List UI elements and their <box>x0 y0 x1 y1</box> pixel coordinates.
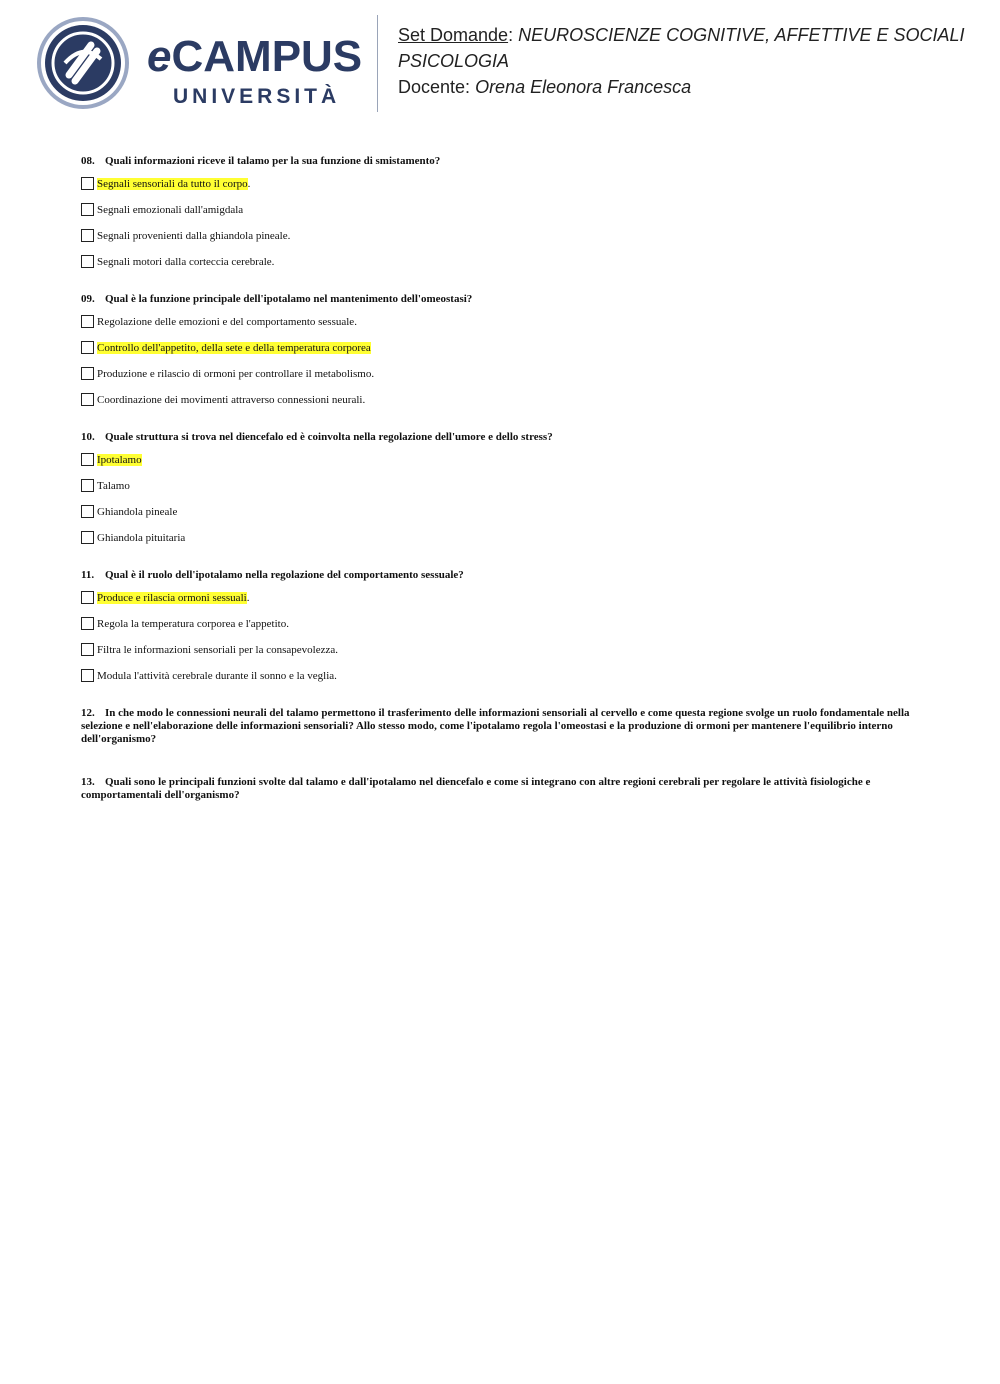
question-number: 13. <box>81 776 95 788</box>
answer-suffix: . <box>246 592 250 604</box>
ecampus-logo <box>35 15 375 115</box>
answer-text <box>97 202 243 219</box>
answer-text-main: Segnali motori dalla corteccia cerebrale. <box>97 256 275 268</box>
set-line: Set Domande: NEUROSCIENZE COGNITIVE, AFFETTIVE E SOCIALI <box>398 25 965 45</box>
answer-option <box>81 228 921 245</box>
teacher-label: Docente <box>398 77 466 97</box>
brand-main: CAMPUS <box>171 32 363 81</box>
set-value: NEUROSCIENZE COGNITIVE, AFFETTIVE E SOCIALI <box>518 25 965 45</box>
answer-checkbox[interactable] <box>81 617 94 630</box>
set-value-line2: PSICOLOGIA <box>398 51 510 71</box>
answer-text-main: Modula l'attività cerebrale durante il sonno e la veglia. <box>97 670 337 682</box>
answer-option <box>81 202 921 219</box>
answer-text <box>97 504 177 521</box>
answer-text-main: Ghiandola pituitaria <box>97 532 186 544</box>
answer-text <box>97 530 185 547</box>
answer-checkbox[interactable] <box>81 255 94 268</box>
answer-text <box>97 616 289 633</box>
answer-option <box>81 366 921 383</box>
answer-text-main: Ghiandola pineale <box>97 506 178 518</box>
open-question-0 <box>81 707 921 746</box>
answer-text <box>97 340 371 357</box>
teacher-value: Orena Eleonora Francesca <box>475 77 692 97</box>
answer-checkbox[interactable] <box>81 643 94 656</box>
question-title <box>81 569 921 581</box>
answer-text <box>97 228 290 245</box>
question-text: Quali informazioni riceve il talamo per la sua funzione di smistamento? <box>105 155 441 167</box>
question-text: In che modo le connessioni neurali del talamo permettono il trasferimento delle informazioni sensoriali al cervello e come questa regione svolge un ruolo fondamentale nella selezione e nell'elaborazione delle informazioni sensoriali? Allo stesso modo, come l'ipotalamo regola l'omeostasi e la produzione di ormoni per mantenere l'equilibrio interno dell'organismo? <box>81 707 910 745</box>
answer-checkbox[interactable] <box>81 367 94 380</box>
answer-option <box>81 176 921 193</box>
answer-checkbox[interactable] <box>81 591 94 604</box>
answer-option <box>81 254 921 271</box>
header-divider <box>377 15 378 112</box>
brand-prefix: e <box>147 32 172 81</box>
answer-option <box>81 392 921 409</box>
answer-text-main: Produzione e rilascio di ormoni per controllare il metabolismo. <box>97 368 375 380</box>
brand-name <box>147 32 363 81</box>
answer-text-highlighted: Segnali sensoriali da tutto il corpo <box>97 178 248 190</box>
question-number: 11. <box>81 569 95 581</box>
question-number: 12. <box>81 707 95 719</box>
question-list <box>81 155 921 832</box>
answer-checkbox[interactable] <box>81 393 94 406</box>
ecampus-emblem-icon <box>35 15 131 111</box>
answer-text-main: Segnali provenienti dalla ghiandola pineale. <box>97 230 291 242</box>
answer-option <box>81 642 921 659</box>
question-number: 08. <box>81 155 95 167</box>
open-question-1 <box>81 776 921 802</box>
answer-checkbox[interactable] <box>81 177 94 190</box>
answer-checkbox[interactable] <box>81 669 94 682</box>
question-number: 09. <box>81 293 95 305</box>
answer-text-main: Regolazione delle emozioni e del comportamento sessuale. <box>97 316 357 328</box>
answer-text <box>97 314 357 331</box>
answer-text-highlighted: Controllo dell'appetito, della sete e della temperatura corporea <box>97 342 371 354</box>
answer-text <box>97 478 130 495</box>
answer-text-main: Regola la temperatura corporea e l'appetito. <box>97 618 289 630</box>
question-text: Qual è la funzione principale dell'ipotalamo nel mantenimento dell'omeostasi? <box>105 293 473 305</box>
answer-option <box>81 504 921 521</box>
page-header <box>0 0 1000 120</box>
question-0 <box>81 155 921 271</box>
answer-checkbox[interactable] <box>81 341 94 354</box>
answer-option <box>81 340 921 357</box>
answer-text-main: Filtra le informazioni sensoriali per la consapevolezza. <box>97 644 338 656</box>
answer-checkbox[interactable] <box>81 479 94 492</box>
answer-text <box>97 590 249 607</box>
answer-checkbox[interactable] <box>81 453 94 466</box>
question-text: Qual è il ruolo dell'ipotalamo nella regolazione del comportamento sessuale? <box>105 569 464 581</box>
question-title <box>81 155 921 167</box>
answer-checkbox[interactable] <box>81 505 94 518</box>
answer-text-highlighted: Ipotalamo <box>97 454 142 466</box>
answer-text-highlighted: Produce e rilascia ormoni sessuali <box>97 592 247 604</box>
answer-option <box>81 314 921 331</box>
header-info <box>398 22 988 100</box>
teacher-line: Docente: Orena Eleonora Francesca <box>398 77 692 97</box>
answer-text <box>97 642 338 659</box>
question-3 <box>81 569 921 685</box>
answer-checkbox[interactable] <box>81 531 94 544</box>
answer-text <box>97 366 374 383</box>
answer-text <box>97 176 250 193</box>
answer-text-main: Coordinazione dei movimenti attraverso connessioni neurali. <box>97 394 366 406</box>
answer-text-main: Segnali emozionali dall'amigdala <box>97 204 244 216</box>
question-title <box>81 431 921 443</box>
question-text: Quale struttura si trova nel diencefalo ed è coinvolta nella regolazione dell'umore e dello stress? <box>105 431 553 443</box>
answer-text <box>97 452 142 469</box>
answer-text <box>97 392 365 409</box>
answer-suffix: . <box>247 178 251 190</box>
answer-option <box>81 590 921 607</box>
question-text: Quali sono le principali funzioni svolte dal talamo e dall'ipotalamo nel diencefalo e come si integrano con altre regioni cerebrali per regolare le attività fisiologiche e comportamentali dell'organismo? <box>81 776 871 801</box>
answer-text <box>97 668 337 685</box>
answer-checkbox[interactable] <box>81 229 94 242</box>
question-number: 10. <box>81 431 95 443</box>
set-label: Set Domande <box>398 25 509 45</box>
answer-option <box>81 478 921 495</box>
answer-text <box>97 254 274 271</box>
question-title <box>81 293 921 305</box>
answer-checkbox[interactable] <box>81 315 94 328</box>
question-2 <box>81 431 921 547</box>
answer-option <box>81 668 921 685</box>
answer-option <box>81 530 921 547</box>
answer-option <box>81 616 921 633</box>
question-1 <box>81 293 921 409</box>
answer-checkbox[interactable] <box>81 203 94 216</box>
answer-option <box>81 452 921 469</box>
answer-text-main: Talamo <box>97 480 130 492</box>
brand-subtitle: UNIVERSITÀ <box>173 85 341 108</box>
